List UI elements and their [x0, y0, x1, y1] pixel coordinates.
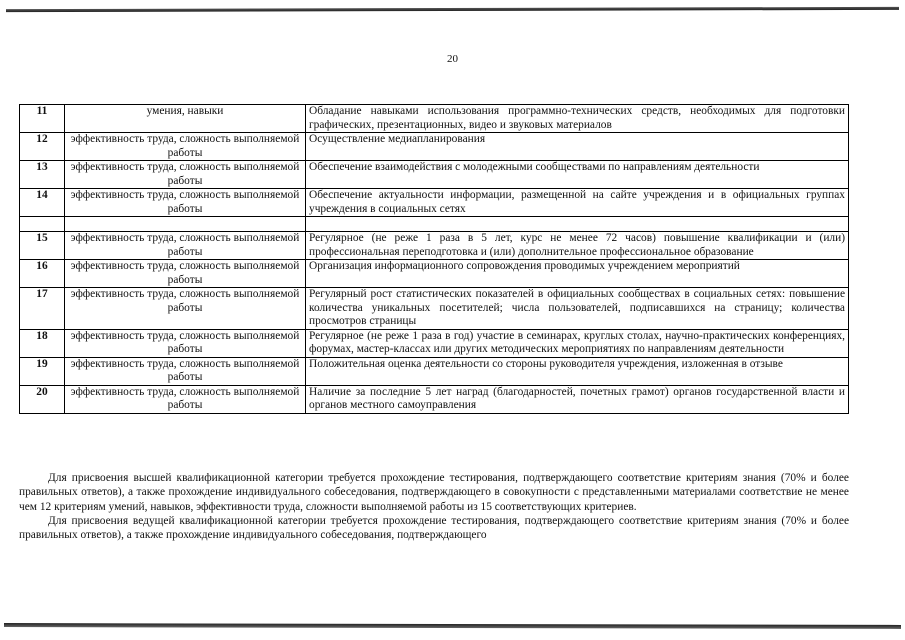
row-number: 17	[20, 288, 65, 330]
row-number: 14	[20, 189, 65, 217]
row-description: Осуществление медиапланирования	[306, 133, 849, 161]
row-number: 18	[20, 329, 65, 357]
table-row	[20, 232, 849, 260]
row-description: Обеспечение взаимодействия с молодежными сообществами по направлениям деятельности	[306, 161, 849, 189]
page-number: 20	[447, 53, 458, 65]
row-description: Обеспечение актуальности информации, размещенной на сайте учреждения и в официальных группах учреждения в социальных сетях	[306, 189, 849, 217]
row-description: Организация информационного сопровождения проводимых учреждением мероприятий	[306, 260, 849, 288]
row-category: эффективность труда, сложность выполняемой работы	[65, 288, 306, 330]
row-category: эффективность труда, сложность выполняемой работы	[65, 189, 306, 217]
table-row	[20, 161, 849, 189]
table-row	[20, 385, 849, 413]
table-row	[20, 329, 849, 357]
row-number: 15	[20, 232, 65, 260]
row-category: эффективность труда, сложность выполняемой работы	[65, 385, 306, 413]
row-category: эффективность труда, сложность выполняемой работы	[65, 232, 306, 260]
row-number: 11	[20, 105, 65, 133]
row-description: Регулярный рост статистических показателей в официальных сообществах в социальных сетях: повышение количества уникальных посетителей; числа пользователей, подписавшихся на страницу; количества просмотров страницы	[306, 288, 849, 330]
row-description: Регулярное (не реже 1 раза в год) участие в семинарах, круглых столах, научно-практических конференциях, форумах, мастер-классах или других методических мероприятиях по направлениям деятельности	[306, 329, 849, 357]
table-row	[20, 189, 849, 217]
row-category: эффективность труда, сложность выполняемой работы	[65, 329, 306, 357]
row-description: Положительная оценка деятельности со стороны руководителя учреждения, изложенная в отзыве	[306, 357, 849, 385]
row-number: 16	[20, 260, 65, 288]
scan-edge-top	[6, 7, 899, 12]
row-description: Регулярное (не реже 1 раза в 5 лет, курс не менее 72 часов) повышение квалификации и (или) профессиональная переподготовка и (или) дополнительное профессиональное образование	[306, 232, 849, 260]
row-number: 12	[20, 133, 65, 161]
table-row-spacer	[20, 217, 849, 232]
row-category: эффективность труда, сложность выполняемой работы	[65, 133, 306, 161]
table-row	[20, 105, 849, 133]
table-row	[20, 288, 849, 330]
row-category: умения, навыки	[65, 105, 306, 133]
paragraph-leading-category: Для присвоения ведущей квалификационной категории требуется прохождение тестирования, подтверждающего соответствие критериям знания (70% и более правильных ответов), а также прохождение индивидуального собеседования, подтверждающего	[19, 514, 849, 542]
row-category: эффективность труда, сложность выполняемой работы	[65, 260, 306, 288]
row-number: 13	[20, 161, 65, 189]
scan-edge-bottom	[4, 623, 901, 629]
row-description: Наличие за последние 5 лет наград (благодарностей, почетных грамот) органов государственной власти и органов местного самоуправления	[306, 385, 849, 413]
table-row	[20, 357, 849, 385]
row-number: 20	[20, 385, 65, 413]
table-row	[20, 260, 849, 288]
row-category: эффективность труда, сложность выполняемой работы	[65, 161, 306, 189]
criteria-table	[19, 104, 849, 414]
table-row	[20, 133, 849, 161]
body-text	[19, 471, 849, 542]
row-number: 19	[20, 357, 65, 385]
paragraph-highest-category: Для присвоения высшей квалификационной категории требуется прохождение тестирования, подтверждающего соответствие критериям знания (70% и более правильных ответов), а также прохождение индивидуального собеседования, подтверждающего в совокупности с представленными материалами соответствие не менее чем 12 критериям умений, навыков, эффективности труда, сложности выполняемой работы из 15 соответствующих критериев.	[19, 472, 849, 513]
row-description: Обладание навыками использования программно-технических средств, необходимых для подготовки графических, презентационных, видео и звуковых материалов	[306, 105, 849, 133]
row-category: эффективность труда, сложность выполняемой работы	[65, 357, 306, 385]
